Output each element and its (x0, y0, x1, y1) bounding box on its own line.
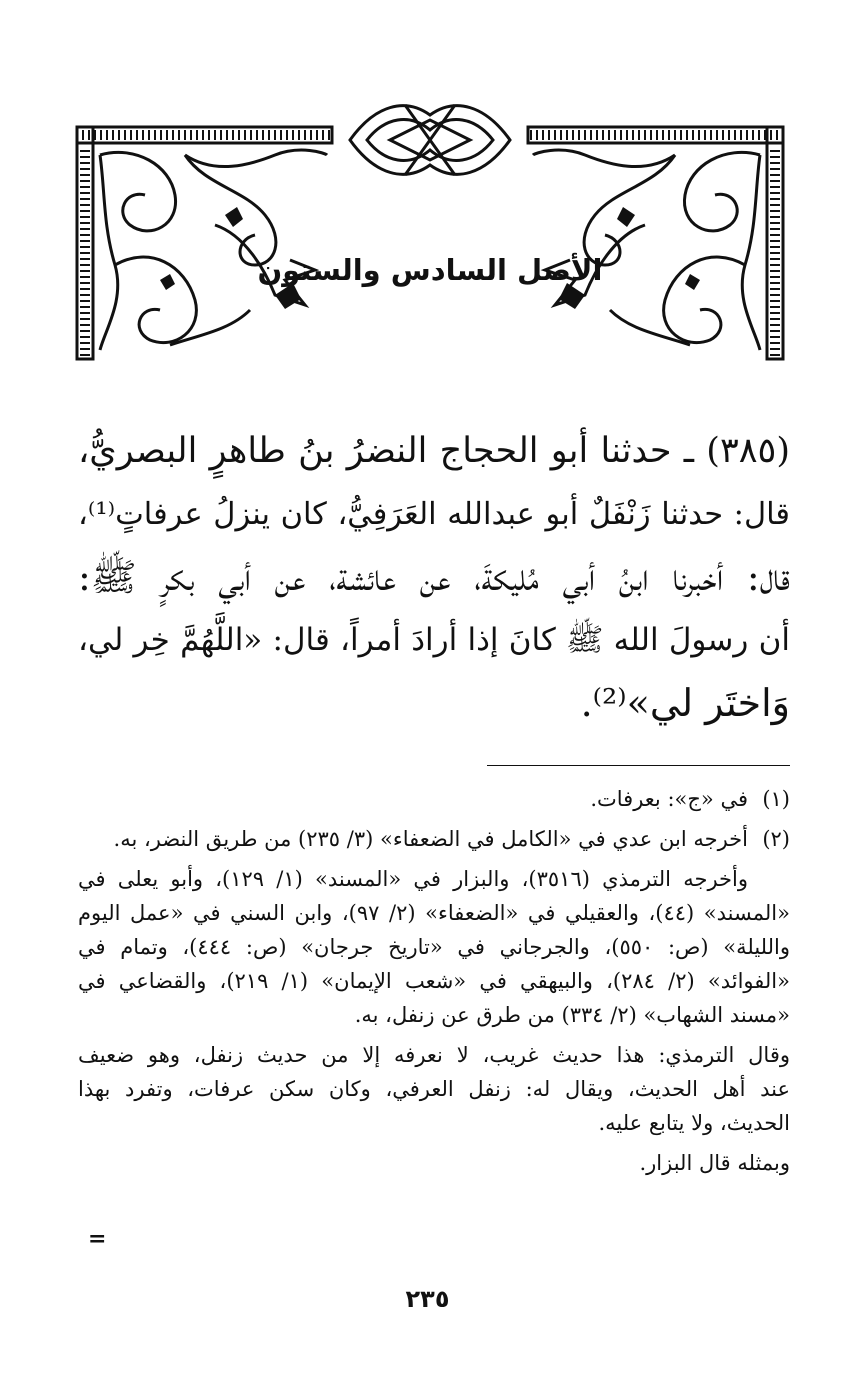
footnote-text: في «ج»: بعرفات. (590, 787, 748, 811)
footnote-text: «الفوائد» (٢/ ٢٨٤)، والبيهقي في «شعب الإيمان» (١/ ٢١٩)، والقضاعي في (78, 969, 790, 993)
footnote-number: (١) (762, 787, 790, 811)
footnote-text: «مسند الشهاب» (٢/ ٣٣٤) من طرق عن زنفل، به. (354, 1003, 790, 1027)
ornament-frame-icon (75, 95, 785, 365)
footnote-text: والليلة» (ص: ٥٥٠)، والجرجاني في «تاريخ جرجان» (ص: ٤٤٤)، وتمام في (78, 935, 790, 959)
footnote-text: وبمثله قال البزار. (639, 1151, 790, 1175)
footnote-separator (487, 765, 790, 766)
hadith-line: قال: حدثنا زَنْفَلٌ أبو عبدالله العَرَفِيُّ، كان ينزلُ عرفاتٍ⁽¹⁾، (78, 497, 790, 532)
footnote-1 (78, 782, 790, 816)
continuation-mark: = (88, 1226, 107, 1252)
footnote-text: وقال الترمذي: هذا حديث غريب، لا نعرفه إلا من حديث زنفل، وهو ضعيف (78, 1043, 790, 1067)
footnote-text: عند أهل الحديث، ويقال له: زنفل العرفي، وكان سكن عرفات، وتفرد بهذا (78, 1077, 790, 1101)
hadith-line: أن رسولَ الله ﷺ كانَ إذا أرادَ أمراً، قال: «اللَّهُمَّ خِر لي، (78, 622, 790, 658)
footnote-text: الحديث، ولا يتابع عليه. (598, 1111, 790, 1135)
footnote-text: أخرجه ابن عدي في «الكامل في الضعفاء» (٣/ ٢٣٥) من طريق النضر، به. (113, 827, 748, 851)
hadith-line: وَاختَر لي»⁽²⁾. (580, 681, 790, 725)
hadith-line: (٣٨٥) ـ حدثنا أبو الحجاج النضرُ بنُ طاهرٍ البصريُّ، (78, 431, 790, 471)
footnotes (78, 782, 790, 1180)
hadith-text (78, 420, 790, 735)
chapter-title: الأصل السادس والستون (257, 253, 603, 287)
footnote-text: «المسند» (٤٤)، والعقيلي في «الضعفاء» (٢/ ٩٧)، وابن السني في «عمل اليوم (78, 901, 790, 925)
chapter-header-ornament (75, 95, 785, 365)
page-number: ٢٣٥ (405, 1285, 450, 1313)
footnote-number: (٢) (762, 827, 790, 851)
hadith-line: قال: أخبرنا ابنُ أبي مُليكةَ، عن عائشة، عن أبي بكرٍ ﷺ: (78, 555, 790, 599)
footnote-2 (78, 822, 790, 856)
footnote-text: وأخرجه الترمذي (٣٥١٦)، والبزار في «المسند» (١/ ١٢٩)، وأبو يعلى في (78, 867, 748, 891)
